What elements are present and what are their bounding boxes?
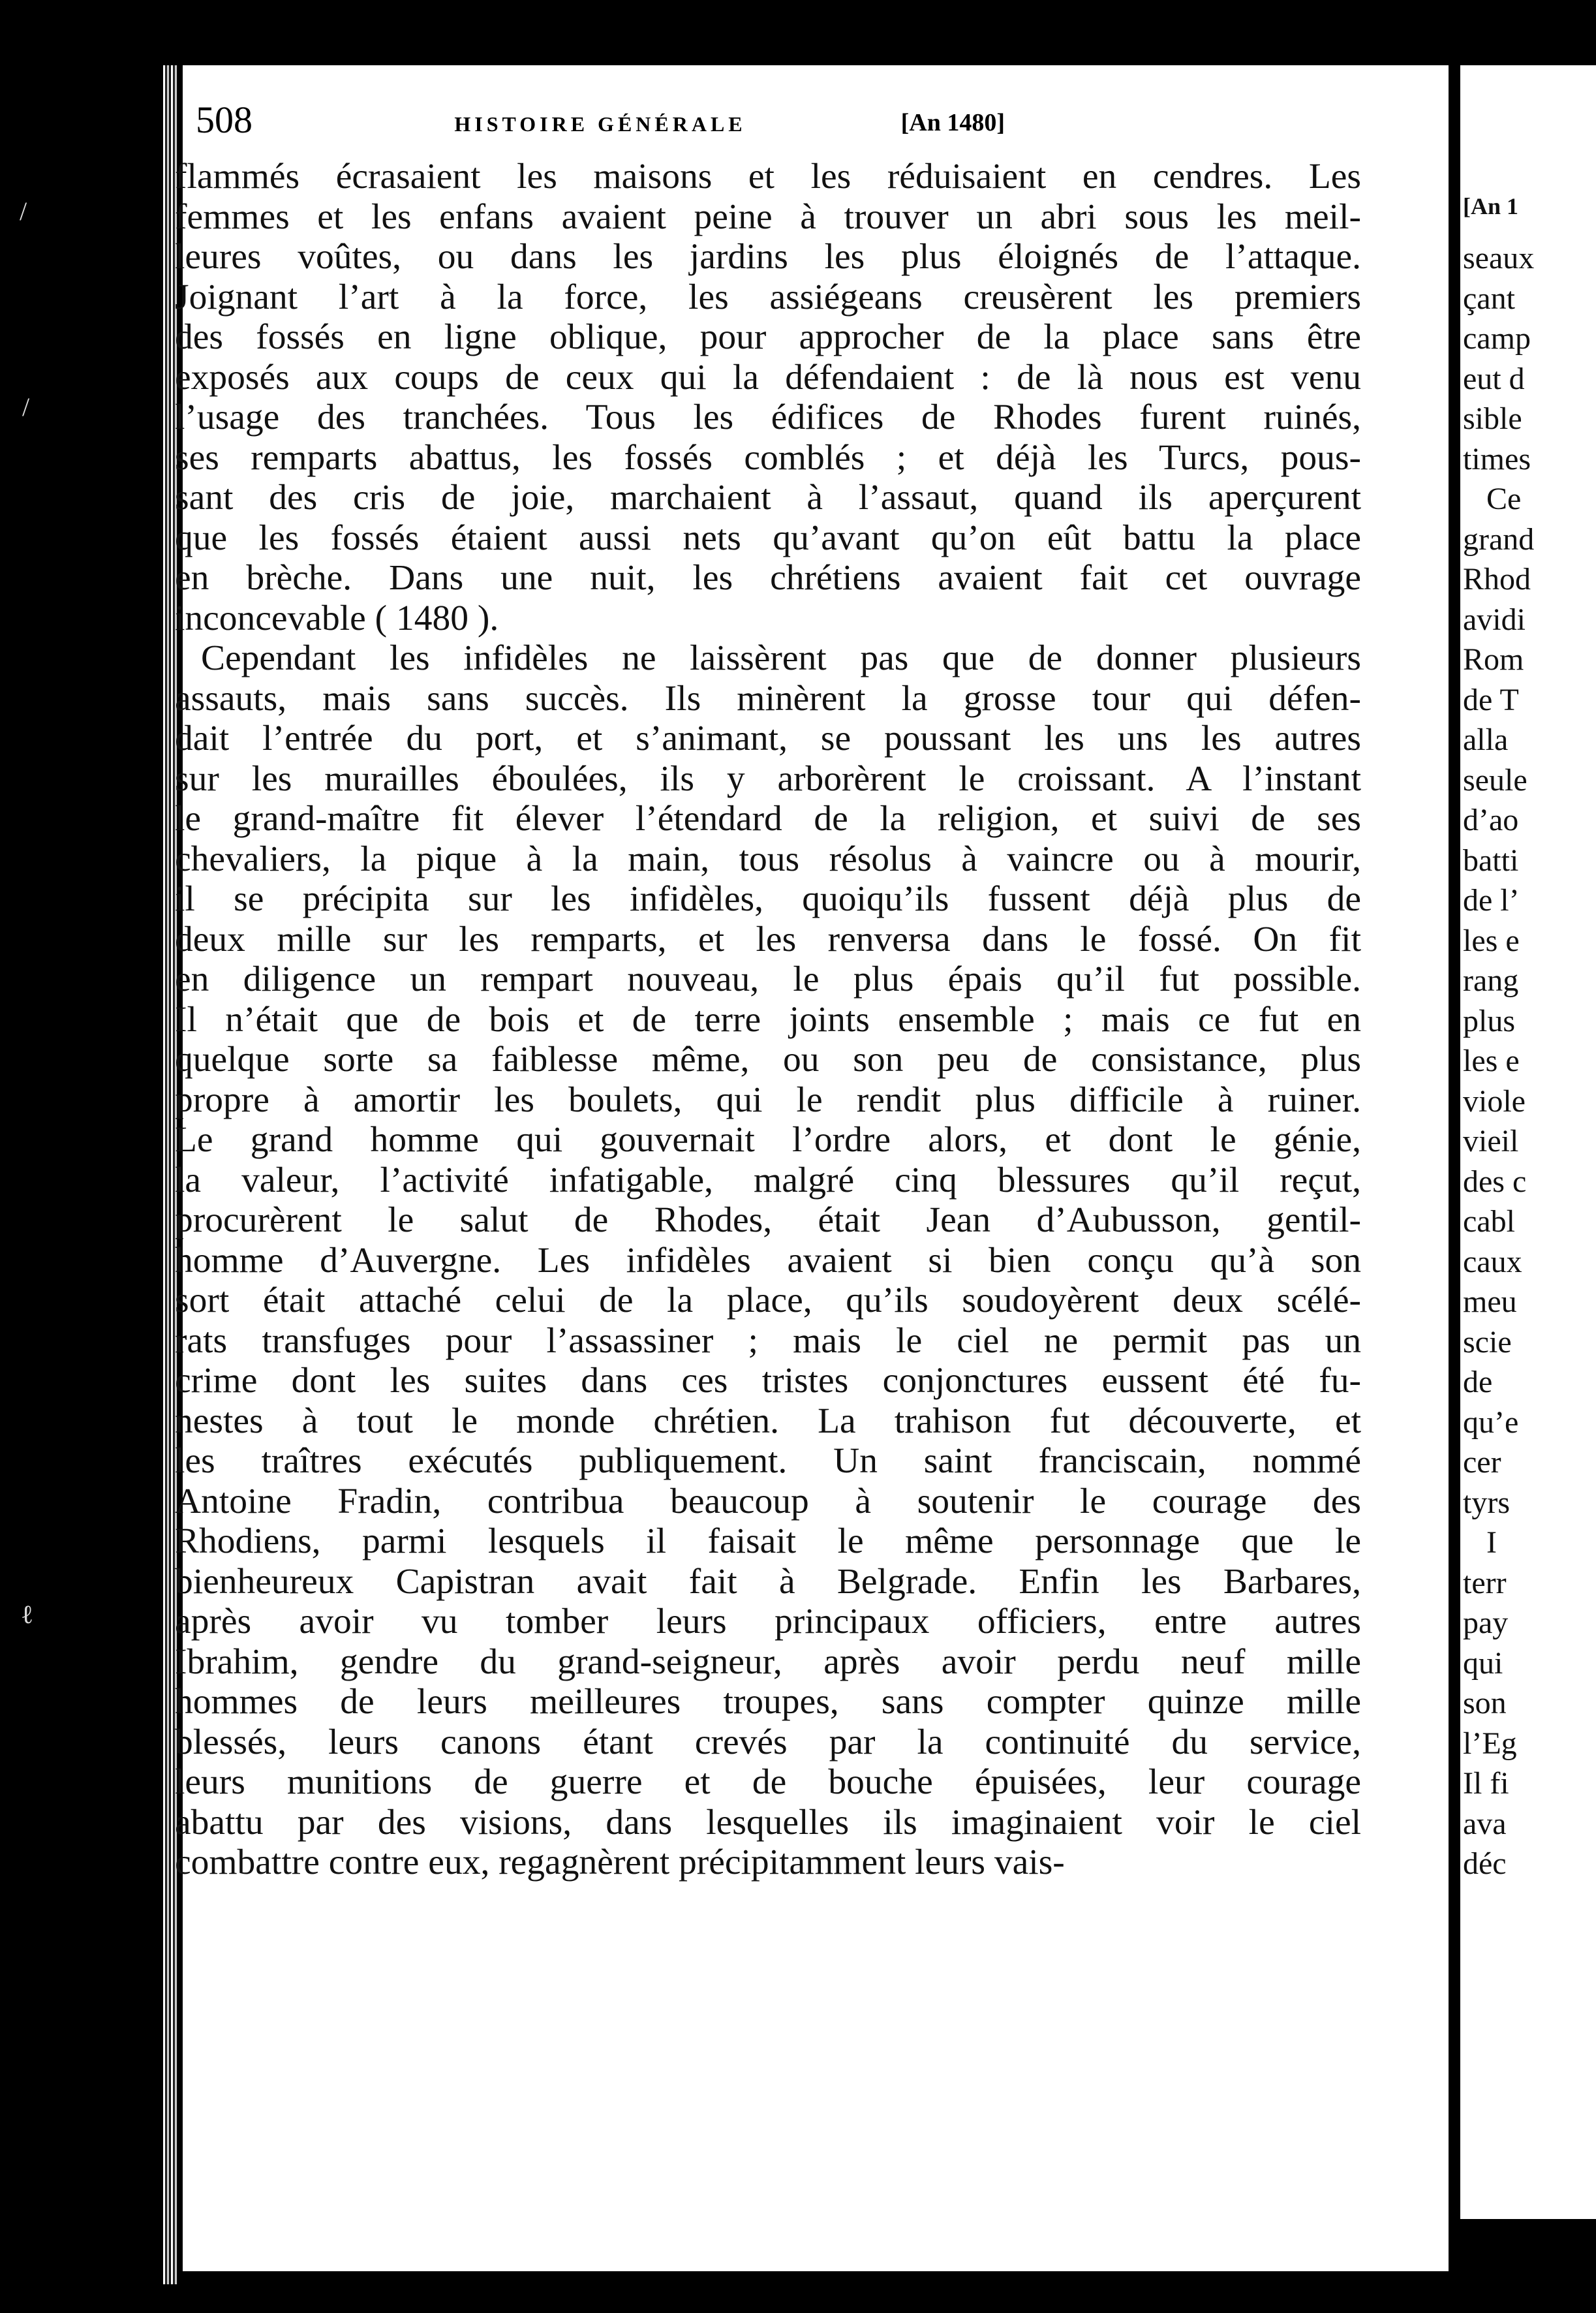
text-line: que les fossés étaient aussi nets qu’avant qu’on eût battu la place [175,518,1361,558]
right-page-line: meu [1463,1284,1517,1319]
text-line: assauts, mais sans succès. Ils minèrent la grosse tour qui défen- [175,678,1361,719]
right-page-line: plus [1463,1003,1516,1038]
text-line: Il n’était que de bois et de terre joints ensemble ; mais ce fut en [175,999,1361,1040]
right-page-line: Il fi [1463,1766,1509,1801]
text-line: Ibrahim, gendre du grand-seigneur, après avoir perdu neuf mille [175,1641,1361,1682]
text-line: après avoir vu tomber leurs principaux officiers, entre autres [175,1602,1361,1641]
page-header [196,98,1005,150]
text-line: hommes de leurs meilleures troupes, sans compter quinze mille [175,1682,1361,1722]
text-line: procurèrent le salut de Rhodes, était Jean d’Aubusson, gentil- [175,1200,1361,1240]
right-page-line: d’ao [1463,803,1519,837]
right-page-line: I [1486,1525,1497,1560]
right-page-line: seule [1463,762,1527,798]
right-page-line: son [1463,1686,1507,1720]
text-line: chevaliers, la pique à la main, tous résolus à vaincre ou à mourir, [175,839,1361,879]
right-page-line: qui [1463,1645,1503,1681]
year-bracket: [An 1480] [900,109,1005,136]
right-page-line: çant [1463,281,1515,316]
right-page-line: cer [1463,1445,1501,1480]
right-page-line: de [1463,1365,1493,1399]
right-page-line: eut d [1463,361,1525,396]
text-line: Cependant les infidèles ne laissèrent pas que de donner plusieurs [201,638,1361,678]
text-line: le grand-maître fit élever l’étendard de la religion, et suivi de ses [175,799,1361,839]
right-page-line: scie [1463,1324,1512,1359]
text-line: flammés écrasaient les maisons et les réduisaient en cendres. Les [175,157,1361,196]
right-page-line: déc [1463,1846,1507,1881]
right-page-line: viole [1463,1083,1526,1119]
scan-gutter: / / ℓ [20,196,34,1629]
text-line: deux mille sur les remparts, et les renversa dans le fossé. On fit [175,919,1361,959]
right-page-line: Rhod [1463,562,1531,597]
text-line: homme d’Auvergne. Les infidèles avaient si bien conçu qu’à son [175,1240,1361,1281]
right-page-line: pay [1463,1606,1509,1640]
text-line: femmes et les enfans avaient peine à trouver un abri sous les meil- [175,196,1361,237]
text-line: Antoine Fradin, contribua beaucoup à soutenir le courage des [175,1481,1361,1521]
text-line: propre à amortir les boulets, qui le rendit plus difficile à ruiner. [175,1079,1361,1120]
text-line: sant des cris de joie, marchaient à l’assaut, quand ils aperçurent [175,478,1361,518]
right-page-line: batti [1463,843,1519,878]
right-page-line: alla [1463,722,1509,757]
right-page-fragment [1460,65,1596,2219]
right-page-header: [An 1 [1463,193,1519,219]
text-line: Rhodiens, parmi lesquels il faisait le même personnage que le [175,1521,1361,1561]
right-page-line: rang [1463,963,1519,998]
text-line: abattu par des visions, dans lesquelles ils imaginaient voir le ciel [175,1802,1361,1842]
right-page-line: times [1463,441,1531,476]
text-line: combattre contre eux, regagnèrent précipitamment leurs vais- [175,1842,1065,1882]
text-line: inconcevable ( 1480 ). [175,598,499,638]
text-line: leures voûtes, ou dans les jardins les plus éloignés de l’attaque. [175,237,1361,277]
right-page-line: les e [1463,923,1520,958]
text-line: en brèche. Dans une nuit, les chrétiens avaient fait cet ouvrage [175,558,1361,598]
running-title: HISTOIRE GÉNÉRALE [454,112,746,136]
text-line: en diligence un rempart nouveau, le plus épais qu’il fut possible. [175,959,1361,999]
right-page-line: camp [1463,321,1531,356]
text-line: bienheureux Capistran avait fait à Belgrade. Enfin les Barbares, [175,1561,1361,1602]
page-number: 508 [196,99,253,141]
text-line: ses remparts abattus, les fossés comblés ; et déjà les Turcs, pous- [175,437,1361,478]
text-line: quelque sorte sa faiblesse même, ou son peu de consistance, plus [175,1040,1361,1079]
text-line: rats transfuges pour l’assassiner ; mais le ciel ne permit pas un [175,1320,1361,1361]
right-page-line: caux [1463,1244,1522,1279]
text-line: les traîtres exécutés publiquement. Un saint franciscain, nommé [175,1441,1361,1481]
text-line: la valeur, l’activité infatigable, malgré cinq blessures qu’il reçut, [175,1160,1361,1200]
right-page-line: terr [1463,1565,1507,1600]
right-page-line: ava [1463,1806,1507,1841]
right-page-line: Rom [1463,642,1524,677]
text-line: leurs munitions de guerre et de bouche épuisées, leur courage [175,1762,1361,1802]
text-line: exposés aux coups de ceux qui la défendaient : de là nous est venu [175,357,1361,397]
text-line: l’usage des tranchées. Tous les édifices de Rhodes furent ruinés, [175,397,1361,437]
right-page-line: seaux [1463,241,1535,275]
text-line: sur les murailles éboulées, ils y arborèrent le croissant. A l’instant [175,758,1361,799]
text-line: il se précipita sur les infidèles, quoiqu’ils fussent déjà plus de [175,879,1361,919]
right-page-line: de T [1463,682,1519,717]
text-line: dait l’entrée du port, et s’animant, se poussant les uns les autres [175,719,1361,758]
text-line: sort était attaché celui de la place, qu’ils soudoyèrent deux scélé- [175,1281,1361,1320]
right-page-line: sible [1463,401,1522,436]
body-text [175,157,1361,1883]
right-page-line: l’Eg [1463,1726,1517,1761]
right-page-line: de l’ [1463,883,1520,918]
right-page-line: tyrs [1463,1485,1510,1520]
text-line: nestes à tout le monde chrétien. La trahison fut découverte, et [175,1401,1361,1441]
right-page-line: grand [1463,521,1535,557]
text-line: crime dont les suites dans ces tristes conjonctures eussent été fu- [175,1361,1361,1401]
right-page-line: les e [1463,1044,1520,1078]
right-page-line: des c [1463,1164,1527,1199]
right-page-line: vieil [1463,1124,1519,1158]
right-page-line: qu’e [1463,1405,1519,1440]
text-line: Le grand homme qui gouvernait l’ordre alors, et dont le génie, [175,1120,1361,1160]
right-page-line: Ce [1486,482,1522,516]
text-line: des fossés en ligne oblique, pour approcher de la place sans être [175,317,1361,357]
right-page-line: cabl [1463,1204,1515,1239]
right-page-line: avidi [1463,602,1526,637]
text-line: Joignant l’art à la force, les assiégeans creusèrent les premiers [175,277,1361,317]
text-line: blessés, leurs canons étant crevés par la continuité du service, [175,1722,1361,1762]
